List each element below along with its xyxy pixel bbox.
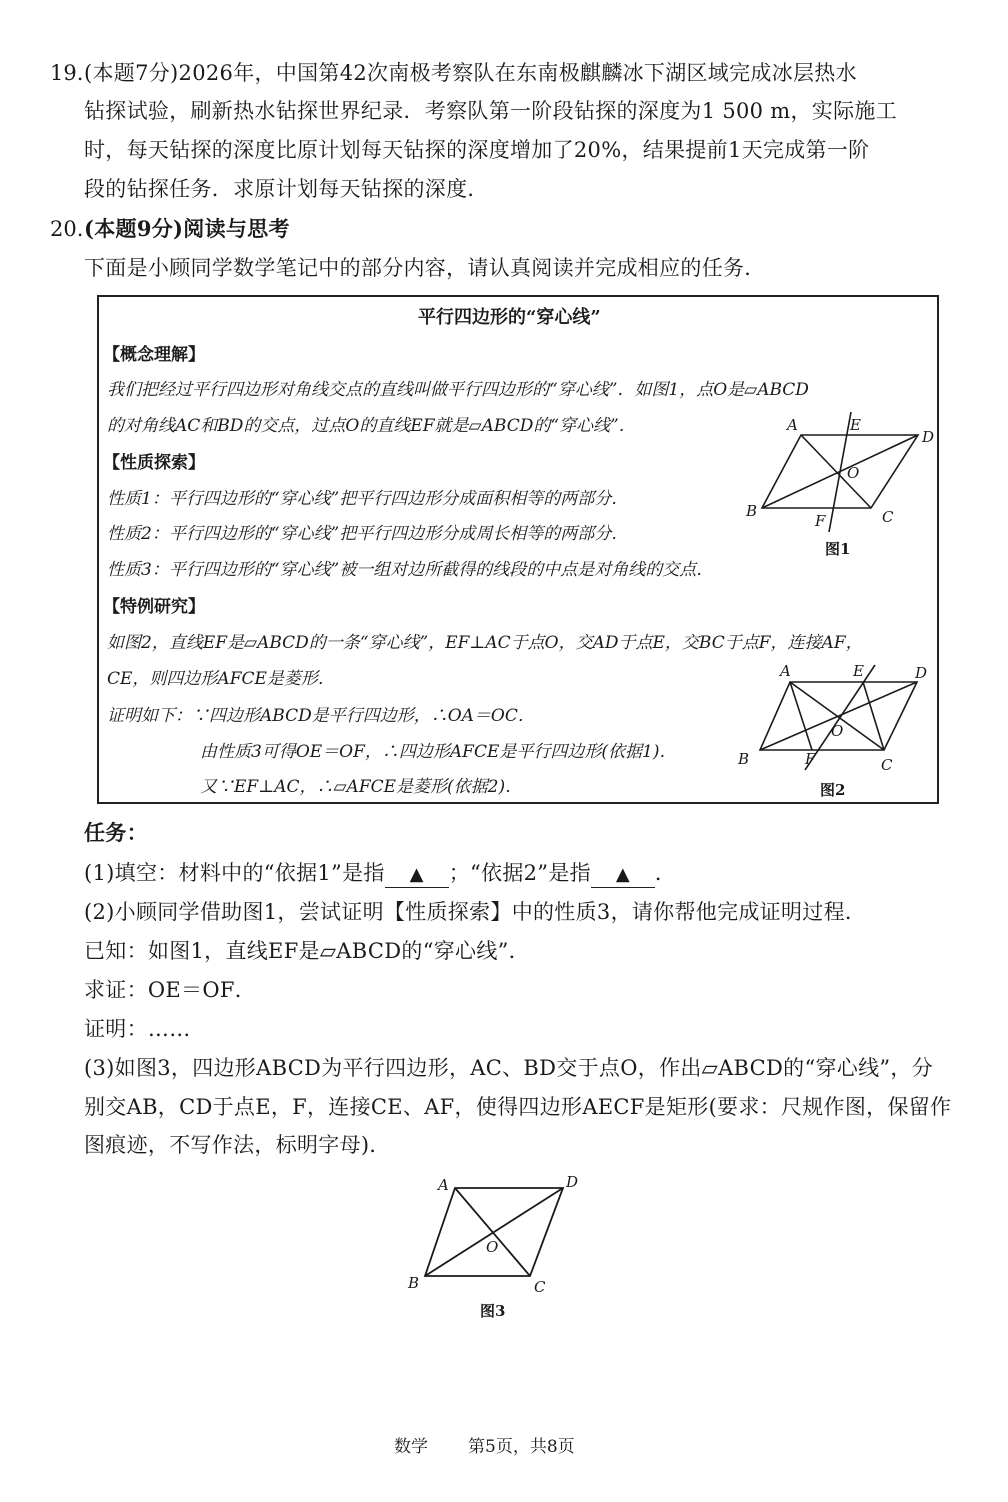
tasks-heading: 任务： <box>84 820 148 845</box>
note-title: 平行四边形的“穿心线” <box>418 307 601 328</box>
property-line-2: 性质2：平行四边形的“穿心线”把平行四边形分成周长相等的两部分． <box>107 524 629 544</box>
fig1-caption: 图1 <box>825 540 851 558</box>
fig2-label-a: A <box>780 662 791 680</box>
case-line-5: 又∵EF⊥AC，∴▱AFCE是菱形(依据2)． <box>200 777 523 797</box>
q20-number: 20. <box>50 217 84 241</box>
q20-intro: 下面是小顾同学数学笔记中的部分内容，请认真阅读并完成相应的任务． <box>84 256 766 280</box>
task-3-line-2: 别交AB，CD于点E，F，连接CE、AF，使得四边形AECF是矩形(要求：尺规作图，保留作 <box>84 1095 952 1119</box>
task-2-prove: 求证：OE＝OF． <box>84 978 257 1002</box>
fig2-label-c: C <box>881 756 893 774</box>
fig3-label-d: D <box>566 1173 579 1191</box>
case-line-3: 证明如下：∵四边形ABCD是平行四边形，∴OA＝OC． <box>107 706 535 726</box>
task-1-prefix: (1)填空：材料中的“依据1”是指 <box>84 861 385 885</box>
footer-page: 第5页，共8页 <box>468 1437 575 1457</box>
q19-line-1: (本题7分)2026年，中国第42次南极考察队在东南极麒麟冰下湖区域完成冰层热水 <box>84 61 857 85</box>
footer-subject: 数学 <box>394 1437 428 1457</box>
fig1-label-e: E <box>850 416 861 434</box>
concept-line-2: 的对角线AC和BD的交点，过点O的直线EF就是▱ABCD的“穿心线”． <box>107 416 636 436</box>
fig2-line-ef <box>805 665 875 770</box>
fig3-label-b: B <box>408 1274 420 1292</box>
figure-1 <box>740 410 940 540</box>
fig1-label-d: D <box>922 428 935 446</box>
concept-heading: 【概念理解】 <box>103 345 205 365</box>
fig2-caption: 图2 <box>820 781 846 799</box>
fig3-diagonal-bd <box>425 1188 563 1276</box>
fig2-label-f: F <box>805 750 816 768</box>
concept-line-1: 我们把经过平行四边形对角线交点的直线叫做平行四边形的“穿心线”．如图1，点O是▱ABCD <box>107 380 809 400</box>
q19-number: 19. <box>50 61 84 85</box>
fig3-label-a: A <box>438 1176 449 1194</box>
case-line-4: 由性质3可得OE＝OF，∴四边形AFCE是平行四边形(依据1)． <box>200 742 677 762</box>
fig3-caption: 图3 <box>480 1302 506 1320</box>
figure-2 <box>735 660 935 775</box>
task-1 <box>84 858 676 888</box>
case-heading: 【特例研究】 <box>103 597 205 617</box>
fig2-segment-af <box>790 682 812 750</box>
fig1-label-a: A <box>787 416 798 434</box>
task-1-suffix: ． <box>654 861 677 885</box>
q19-line-3: 时，每天钻探的深度比原计划每天钻探的深度增加了20%，结果提前1天完成第一阶 <box>84 138 870 162</box>
property-line-1: 性质1：平行四边形的“穿心线”把平行四边形分成面积相等的两部分． <box>107 489 629 509</box>
case-line-2: CE，则四边形AFCE是菱形． <box>107 669 335 689</box>
answer-blank-2[interactable]: ▲ <box>591 863 655 888</box>
case-line-1: 如图2，直线EF是▱ABCD的一条“穿心线”，EF⊥AC于点O，交AD于点E，交BC于点F，连接AF， <box>107 633 863 653</box>
fig1-label-f: F <box>815 512 826 530</box>
fig1-label-o: O <box>847 464 860 482</box>
fig3-label-c: C <box>534 1278 546 1295</box>
task-2-given: 已知：如图1，直线EF是▱ABCD的“穿心线”． <box>84 939 530 963</box>
figure-3 <box>400 1170 600 1295</box>
task-3-line-1: (3)如图3，四边形ABCD为平行四边形，AC、BD交于点O，作出▱ABCD的“穿心线”，分 <box>84 1056 934 1080</box>
fig2-segment-ce <box>863 682 884 750</box>
fig2-label-d: D <box>915 664 928 682</box>
answer-blank-1[interactable]: ▲ <box>385 863 449 888</box>
property-line-3: 性质3：平行四边形的“穿心线”被一组对边所截得的线段的中点是对角线的交点． <box>107 560 714 580</box>
task-2: (2)小顾同学借助图1，尝试证明【性质探索】中的性质3，请你帮他完成证明过程． <box>84 900 867 924</box>
fig2-label-e: E <box>853 662 864 680</box>
fig1-label-b: B <box>746 502 758 520</box>
task-2-proof: 证明：…… <box>84 1017 191 1041</box>
task-3-line-3: 图痕迹，不写作法，标明字母)． <box>84 1133 391 1157</box>
fig2-label-b: B <box>738 750 750 768</box>
q20-heading: (本题9分)阅读与思考 <box>84 216 290 241</box>
fig2-label-o: O <box>831 722 844 740</box>
q19-line-4: 段的钻探任务．求原计划每天钻探的深度． <box>84 177 489 201</box>
fig1-label-c: C <box>882 508 894 526</box>
property-heading: 【性质探索】 <box>103 453 205 473</box>
fig3-label-o: O <box>486 1238 499 1256</box>
q19-line-2: 钻探试验，刷新热水钻探世界纪录．考察队第一阶段钻探的深度为1 500 m，实际施工 <box>84 99 898 123</box>
task-1-middle: ；“依据2”是指 <box>448 861 591 885</box>
